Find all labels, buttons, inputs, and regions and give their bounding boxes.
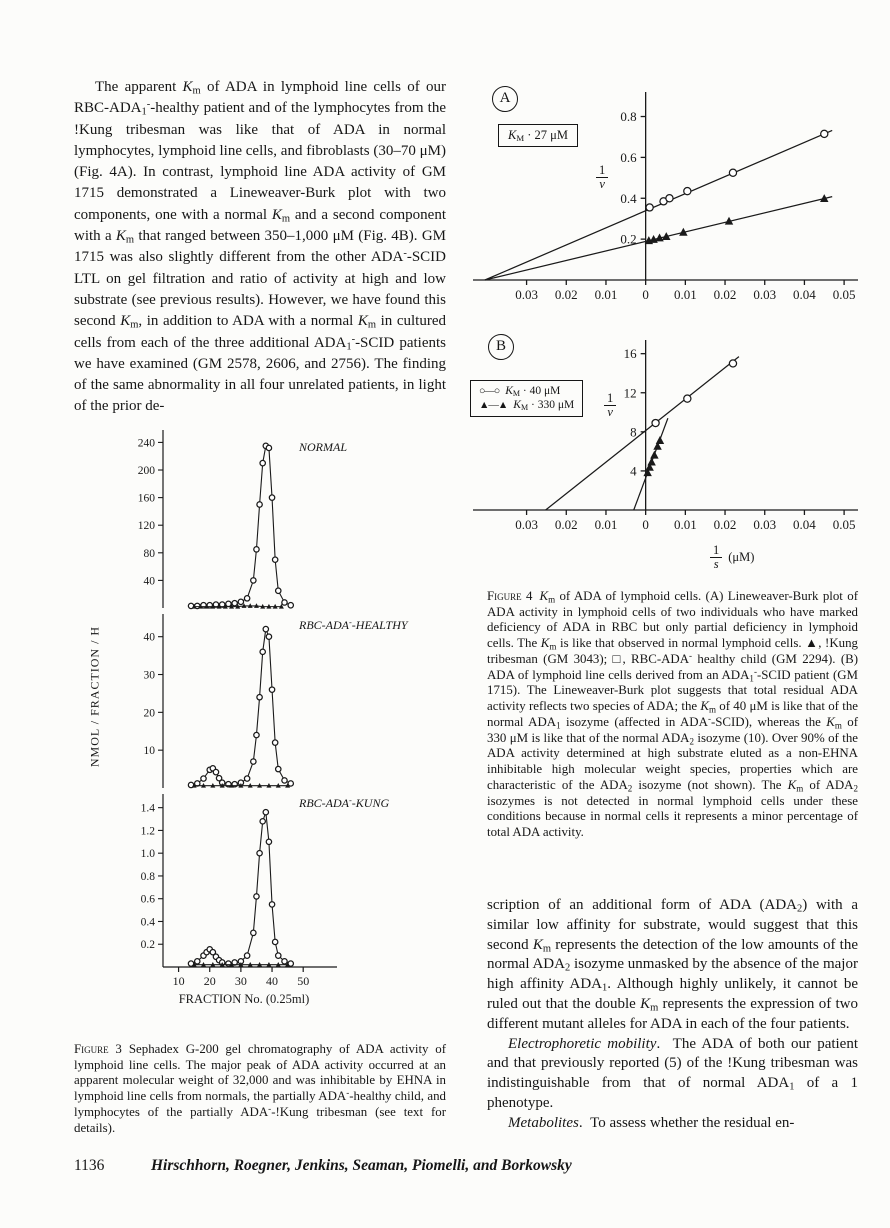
marker-circle — [272, 740, 277, 745]
figure3-caption-text: Sephadex G-200 gel chromatography of ADA activity of lymphoid line cells. The major peak of ADA activity occurred at an apparent molecular weight of 32,000 and was inhibitable by EHNA in lymphoid line cells from normals, the partially ADA--healthy child, and lymphocytes of the partially ADA--!Kung tribesman (see text for details). — [74, 1042, 446, 1135]
figure4-panel-b — [458, 330, 870, 588]
marker-circle — [251, 930, 256, 935]
tick-label: 0.01 — [594, 517, 618, 532]
figure4-caption — [487, 589, 858, 841]
marker-circle — [652, 419, 659, 426]
tick-label: 200 — [137, 465, 155, 478]
tick-label: 20 — [143, 707, 155, 720]
marker-triangle — [647, 458, 655, 466]
marker-circle — [213, 769, 218, 774]
panel-label-a: A — [492, 86, 518, 112]
tick-label: 0.4 — [140, 916, 155, 929]
left-column-text — [74, 77, 446, 418]
marker-circle — [201, 776, 206, 781]
y-axis-fraction-label-a — [596, 164, 608, 191]
curve-label-normal: NORMAL — [299, 440, 347, 454]
marker-circle — [244, 776, 249, 781]
tick-label: 0 — [642, 517, 649, 532]
series — [192, 962, 290, 967]
tick-label: 0.03 — [515, 287, 538, 302]
figure3-caption — [74, 1042, 446, 1136]
marker-circle — [266, 839, 271, 844]
body-paragraph: Metabolites. To assess whether the residual en- — [508, 1114, 795, 1131]
fraction-denominator: s — [710, 557, 722, 571]
tick-label: 20 — [203, 974, 216, 988]
fig3-panel — [138, 430, 294, 609]
running-authors: Hirschhorn, Roegner, Jenkins, Seaman, Piomelli, and Borkowsky — [151, 1157, 572, 1174]
panel-label-b: B — [488, 334, 514, 360]
legend-box — [470, 380, 583, 417]
tick-label: 40 — [266, 974, 279, 988]
tick-label: 0.01 — [673, 287, 697, 302]
tick-label: 10 — [172, 974, 185, 988]
tick-label: 1.2 — [140, 825, 155, 838]
tick-label: 0.03 — [753, 287, 777, 302]
marker-circle — [195, 959, 200, 964]
series — [188, 443, 293, 608]
tick-label: 0.01 — [673, 517, 697, 532]
marker-circle — [266, 634, 271, 639]
tick-label: 0.2 — [620, 231, 637, 247]
tick-label: 0.02 — [713, 287, 737, 302]
tick-label: 120 — [137, 520, 155, 533]
curve-label-rbc-ada-healthy: RBC-ADA--HEALTHY — [299, 617, 408, 632]
marker-circle — [729, 360, 736, 367]
legend-marker-triangle-glyph: ▲—▲ — [479, 399, 508, 411]
tick-label: 0.6 — [140, 893, 155, 906]
tick-label: 0.8 — [140, 870, 155, 883]
tick-label: 0.03 — [753, 517, 777, 532]
series — [192, 783, 290, 788]
figure3-x-axis-label: FRACTION No. (0.25ml) — [178, 992, 310, 1006]
body-paragraph: Electrophoretic mobility. The ADA of both our patient and that previously reported (5) of the !Kung tribesman was indistinguishable from that of normal $ADA_1$ of a 1 phenotype. — [487, 1035, 859, 1111]
x-axis — [163, 967, 337, 972]
marker-circle — [254, 732, 259, 737]
marker-circle — [244, 596, 249, 601]
marker-circle — [226, 601, 231, 606]
marker-circle — [666, 195, 673, 202]
marker-circle — [276, 766, 281, 771]
body-paragraph: The apparent $K_m$ of ADA in lymphoid line cells of our RBC-$ADA_1^-$-healthy patient and of the lymphocytes from the !Kung tribesman was like that of ADA in normal lymphocytes, lymphoid line cells, and fibroblasts (30–70 μM) (Fig. 4A). In contrast, lymphoid line ADA activity of GM 1715 demonstrated a Lineweaver-Burk plot with two components, one with a normal $K_m$ and a second component with a $K_m$ that ranged between 350–1,000 μM (Fig. 4B). GM 1715 was also slightly different from the other ADA--SCID LTL on gel filtration and ratio of activity at high and low substrate (see previous results). However, we have found this second $K_m$, in addition to ADA with a normal $K_m$ in cultured cells from each of the three additional $ADA_1^-$-SCID patients we have examined (GM 2578, 2606, and 2756). The finding of the same abnormality in all four unrelated patients, in light of the prior de- — [74, 79, 446, 415]
fraction-numerator: 1 — [607, 391, 614, 405]
figure3-chart — [75, 418, 447, 1020]
tick-label: 0.05 — [832, 517, 856, 532]
marker-circle — [244, 953, 249, 958]
marker-circle — [257, 695, 262, 700]
marker-circle — [282, 600, 287, 605]
series — [485, 194, 832, 280]
tick-label: 0.2 — [140, 939, 155, 952]
tick-label: 1.4 — [140, 802, 155, 815]
tick-label: 50 — [297, 974, 310, 988]
legend-row — [479, 385, 574, 397]
legend-label: $K_M \cdot 40$ μM — [505, 385, 561, 398]
marker-circle — [257, 850, 262, 855]
tick-label: 1.0 — [140, 848, 155, 861]
tick-label: 40 — [143, 575, 155, 588]
marker-circle — [729, 169, 736, 176]
legend-marker-circle-glyph: ○—○ — [479, 385, 500, 397]
tick-label: 10 — [143, 745, 155, 758]
marker-circle — [269, 687, 274, 692]
tick-label: 160 — [137, 492, 155, 505]
figure3-caption-label: Figure 3 — [74, 1042, 122, 1056]
marker-circle — [263, 810, 268, 815]
tick-label: 0.8 — [620, 109, 637, 125]
y-axis-fraction-label-b — [604, 392, 616, 419]
legend-row — [479, 399, 574, 411]
fraction-denominator: v — [604, 405, 616, 419]
km-annotation-box-a: $K_M \cdot 27$ μM — [498, 124, 578, 147]
marker-circle — [821, 130, 828, 137]
marker-circle — [272, 557, 277, 562]
figure4-caption-label: Figure 4 — [487, 589, 533, 603]
page-number: 1136 — [74, 1157, 105, 1174]
fig3-panel — [144, 614, 294, 788]
marker-triangle — [650, 451, 658, 459]
right-column-text — [487, 896, 858, 1134]
series — [188, 626, 293, 787]
tick-label: 0 — [642, 287, 649, 302]
tick-label: 8 — [630, 424, 637, 440]
body-paragraph: scription of an additional form of ADA $(ADA_2)$ with a similar low affinity for substrate, would suggest that this second $K_m$ represents the detection of the low amounts of the normal $ADA_2$ isozyme unmasked by the absence of the major high affinity $ADA_1$. Although highly unlikely, it cannot be ruled out that the double $K_m$ represents the expression of two different mutant alleles for ADA in each of the four patients. — [487, 897, 859, 1032]
legend-label: $K_M \cdot 330$ μM — [513, 399, 575, 412]
tick-label: 0.02 — [554, 287, 578, 302]
x-axis-fraction — [710, 544, 722, 571]
fraction-numerator: 1 — [713, 543, 720, 557]
marker-circle — [232, 600, 237, 605]
marker-circle — [276, 588, 281, 593]
tick-label: 4 — [630, 463, 637, 479]
fig3-panel — [141, 794, 294, 967]
x-axis-label-b — [710, 544, 754, 571]
tick-label: 0.6 — [620, 149, 637, 165]
tick-label: 0.4 — [620, 190, 637, 206]
marker-circle — [266, 445, 271, 450]
marker-circle — [282, 959, 287, 964]
lineweaver-burk-chart-b — [458, 330, 868, 536]
marker-circle — [646, 204, 653, 211]
tick-label: 16 — [623, 346, 637, 362]
marker-circle — [272, 939, 277, 944]
marker-triangle — [656, 436, 664, 444]
series — [634, 418, 668, 510]
tick-label: 30 — [143, 669, 155, 682]
marker-circle — [269, 902, 274, 907]
marker-circle — [254, 547, 259, 552]
axes — [473, 340, 858, 515]
marker-circle — [269, 495, 274, 500]
x-axis-unit: (μM) — [728, 550, 755, 565]
figure4-caption-text: $K_m$ of ADA of lymphoid cells. (A) Lineweaver-Burk plot of ADA activity in lymphoid cells of two individuals who have marked deficiency of ADA in RBC but only partial deficiency in lymphoid cells. The $K_m$ is like that observed in normal lymphoid cells. ▲, !Kung tribesman (GM 3043); □, RBC-ADA- healthy child (GM 2294). (B) ADA of lymphoid line cells derived from an $ADA_1^-$-SCID patient (GM 1715). The Lineweaver-Burk plot suggests that total residual ADA activity reflects two species of ADA; the $K_m$ of 40 μM is like that of the normal $ADA_1$ isozyme (affected in ADA--SCID), whereas the $K_m$ of 330 μM is like that of the normal $ADA_2$ isozyme (10). Over 90% of the ADA activity determined at high substrate eluted as a non-EHNA inhibitable high molecular weight species, properties which are characteristic of the $ADA_2$ isozyme (not shown). The $K_m$ of $ADA_2$ isozymes is not detected in normal lymphoid cells under these conditions because in normal cells it represents a minor percentage of total ADA activity. — [487, 589, 859, 840]
tick-label: 0.05 — [832, 287, 856, 302]
tick-label: 0.02 — [554, 517, 578, 532]
tick-label: 40 — [143, 631, 155, 644]
marker-circle — [260, 460, 265, 465]
axes — [473, 92, 858, 285]
series — [485, 130, 832, 280]
fraction-denominator: v — [596, 177, 608, 191]
lineweaver-burk-chart-a — [458, 80, 868, 320]
marker-circle — [684, 188, 691, 195]
marker-circle — [254, 894, 259, 899]
tick-label: 0.02 — [713, 517, 737, 532]
tick-label: 0.04 — [793, 517, 816, 532]
marker-circle — [684, 395, 691, 402]
figure4-panel-a — [458, 80, 870, 330]
tick-label: 0.04 — [793, 287, 816, 302]
marker-circle — [260, 819, 265, 824]
fraction-numerator: 1 — [599, 163, 606, 177]
gel-chromatography-chart — [75, 418, 447, 1018]
marker-circle — [251, 578, 256, 583]
series — [188, 810, 293, 967]
marker-circle — [276, 953, 281, 958]
marker-circle — [238, 599, 243, 604]
marker-circle — [282, 778, 287, 783]
marker-circle — [288, 603, 293, 608]
tick-label: 240 — [137, 437, 155, 450]
marker-circle — [257, 502, 262, 507]
tick-label: 0.03 — [515, 517, 538, 532]
tick-label: 30 — [234, 974, 247, 988]
marker-circle — [251, 759, 256, 764]
tick-label: 0.01 — [594, 287, 618, 302]
tick-label: 12 — [623, 385, 637, 401]
marker-circle — [263, 626, 268, 631]
tick-label: 80 — [143, 547, 155, 560]
figure3-y-axis-label: NMOL / FRACTION / H — [87, 625, 102, 768]
curve-label-rbc-ada-kung: RBC-ADA--KUNG — [299, 795, 390, 810]
marker-circle — [260, 649, 265, 654]
